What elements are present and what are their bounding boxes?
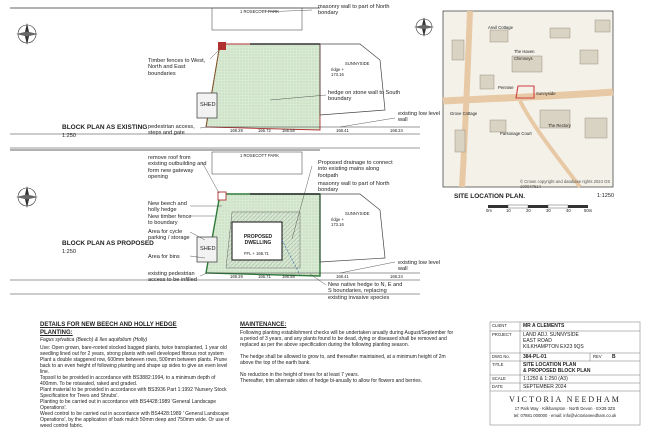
scale-mark: 0m [486,208,492,213]
spot-level: 169.29 [230,274,243,279]
native-hedge-label: New native hedge to N, E and S boundaries, replacing existing invasive species [328,282,403,301]
map-place-label: The Rectory [548,123,571,128]
spot-level: 168.41 [336,274,349,279]
proposed-plan-title: BLOCK PLAN AS PROPOSED [62,240,154,247]
north-arrow-icon [414,17,434,37]
scale-mark: 20 [526,208,531,213]
spot-level: 166.72 [258,128,271,133]
ffl-label: FFL + 166.71 [244,251,269,256]
spot-level: 168.41 [336,128,349,133]
site-location-title: SITE LOCATION PLAN. [454,193,526,200]
spot-level: 166.58 [282,274,295,279]
hedge-notes-body: Use: Open grown, bare-rooted stocked bagged plants, twice transplanted, 1 year old seedling lined out for 2 years, strong plants with well developed fibrous root system Plant a double staggered row, 600mm between rows, 500mm between plants. Prune back to an even height of following planting and shape up sides to give an even level line. Topsoil to be provided in accordance with BS3882:1994, to a minimum depth of 400mm. To be rotavated, raked and graded. Plant material to be provided in accordance with BS3936 Part 1:1992 'Nursery Stock Specification for Trees and Shrubs'. Planting to be carried out in accordance with BS4428:1989 'General Landscape Operations'. Weed control to be carried out in accordance with BS4428:1989 ' General Landscape Operations', by the application of bark mulch 50mm deep and 750mm wide. Or use of weed control fabric. [40,344,230,429]
sunnyside-house-existing [320,44,385,115]
low-wall-label: existing low level wall [398,260,440,273]
pedestrian-infill-label: existing pedestrian access to be infilled [148,271,197,284]
scale-value: 1:1250 & 1:250 (A3) [523,376,568,382]
north-arrow-icon [16,23,38,45]
firm-name: VICTORIA NEEDHAM [509,395,621,404]
map-place-label: Penrose [498,85,514,90]
shed-label: SHED [200,102,216,108]
hedge-notes-title: DETAILS FOR NEW BEECH AND HOLLY HEDGE [40,322,177,328]
ridge-level: ridge + 173.16 [331,67,344,77]
spot-level: 166.58 [282,128,295,133]
hedge-notes-subtitle: PLANTING: [40,329,73,336]
outbuilding [218,42,226,50]
north-arrow-icon [16,186,38,208]
date-label: DATE [492,384,503,389]
remove-roof-label: remove roof from existing outbuilding and form new gateway opening [148,155,207,181]
timber-fence-label: New timber fence to boundary [148,214,192,227]
maintenance-title: MAINTENANCE: [240,322,287,328]
scale-mark: 10 [506,208,511,213]
site-location-scale: 1:1250 [597,193,615,199]
client-value: MR A CLEMENTS [523,323,565,329]
map-place-label: Parsonage Court [500,131,532,136]
title-value: SITE LOCATION PLAN & PROPOSED BLOCK PLAN [523,362,591,374]
road-label: 1 ROSECOTT PARK [240,153,279,158]
hedge-label: hedge on stone wall to South boundary [328,90,401,103]
timber-fences-label: Timber fences to West, North and East boundaries [148,58,206,77]
outbuilding-roof-removed [218,192,226,200]
map-place-label: Chimneys [514,56,533,61]
site-boundary-existing [206,44,320,130]
dwelling-label: PROPOSED DWELLING [243,234,273,246]
rev-value: B [612,354,616,360]
pedestrian-access-label: pedestrian access, steps and gate [148,124,195,137]
maintenance-notes [240,322,455,384]
spot-level: 169.29 [230,128,243,133]
map-place-label: Anvil Cottage [488,25,513,30]
firm-contact: tel: 07881 000000 · email: info@victorianeedham.co.uk [513,413,617,418]
sunnyside-house-proposed [320,194,385,262]
shed-label: SHED [200,246,216,252]
masonry-wall-label: masonry wall to part of North bondary [318,4,390,17]
project-label: PROJECT [492,332,512,337]
spot-level: 166.71 [258,274,271,279]
existing-plan-title: BLOCK PLAN AS EXISTING [62,124,148,131]
dwg-value: 384-PL-01 [523,354,547,360]
map-place-label: Sunnyside [536,91,556,96]
proposed-plan-scale: 1:250 [62,249,76,255]
map-place-label: Grove Cottage [450,111,478,116]
scale-mark: 50m [584,208,593,213]
beech-holly-label: New beech and holly hedge [148,201,187,214]
spot-level: 168.24 [390,128,403,133]
low-wall-label: existing low level wall [398,111,440,124]
hedge-notes [40,322,230,429]
cycle-area-label: Area for cycle parking / storage [148,229,190,242]
existing-plan-scale: 1:250 [62,133,76,139]
client-label: CLIENT [492,323,507,328]
masonry-wall-label: masonry wall to part of North bondary [318,181,390,194]
project-value: LAND ADJ. SUNNYSIDE EAST ROAD KILKHAMPTON EX23 9QS [523,332,584,350]
spot-level: 168.24 [390,274,403,279]
hedge-species: Fagus sylvatica (Beech) & Ilex aquifolium (Holly) [40,336,148,343]
map-place-label: The Haven [514,49,535,54]
bins-area-label: Area for bins [148,254,180,260]
firm-address: 17 Park Way · Kilkhampton · North Devon · EX39 3ZS [514,406,616,411]
scale-mark: 30 [546,208,551,213]
ridge-level: ridge + 173.16 [331,217,344,227]
map-copyright: © Crown copyright and database rights 2024 OS 100047514 [520,179,611,189]
neighbour-label: SUNNYSIDE [345,61,370,66]
date-value: SEPTEMBER 2024 [523,384,567,390]
maintenance-body: Following planting establishment checks will be undertaken anually during August/September for a period of 3 years, and any plants found to be dead, dying or diseased shall be removed and replaced as per the above specification during the following planting season. The hedge shall be allowed to grow to, and thereafter maintained, at a minimum height of 2m above the top of the earth bank. No reduction in the height of trees for at least 7 years. Thereafter, trim alternate sides of hedge bi-anually to allow for flowers and berries. [240,329,454,384]
drainage-label: Proposed drainage to connect into existing mains along footpath [318,160,393,179]
scale-label: SCALE [492,376,506,381]
road-label: 1 ROSECOTT PARK [240,9,279,14]
neighbour-label: SUNNYSIDE [345,211,370,216]
scale-mark: 40 [566,208,571,213]
rev-label: REV [593,354,602,359]
dwg-label: DWG No. [492,354,510,359]
title-label: TITLE [492,362,504,367]
